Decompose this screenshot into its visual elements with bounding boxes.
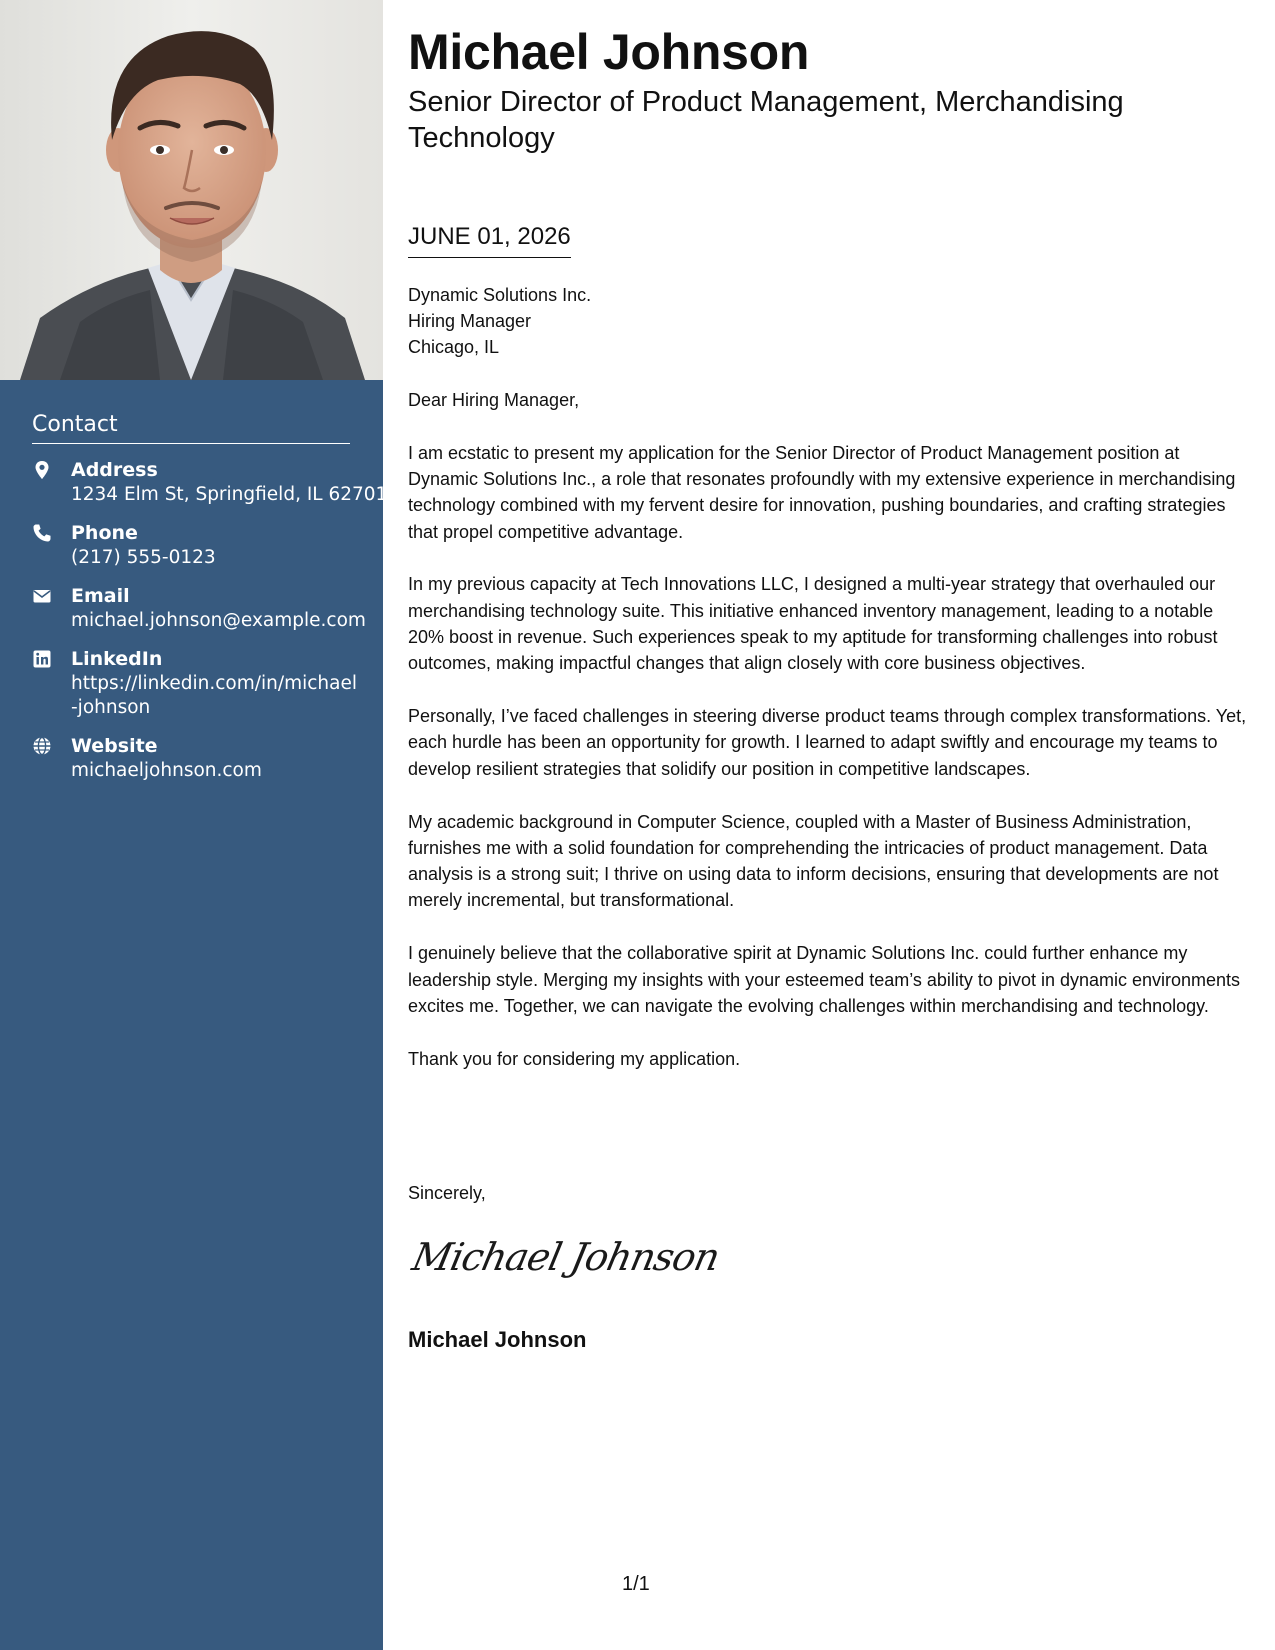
paragraph-2: In my previous capacity at Tech Innovations LLC, I designed a multi-year strategy that overhauled our merchandising technology suite. This initiative enhanced inventory management, leading to a notable 20% boost in revenue. Such experiences speak to my aptitude for transforming challenges into robust outcomes, making impactful changes that align closely with core business objectives.	[408, 574, 1218, 674]
paragraph-6: Thank you for considering my application.	[408, 1048, 741, 1069]
recipient-location: Chicago, IL	[408, 337, 500, 357]
website-value[interactable]: michaeljohnson.com	[71, 760, 262, 781]
email-label: Email	[71, 585, 130, 607]
linkedin-label: LinkedIn	[71, 648, 163, 670]
sidebar	[0, 0, 388, 1650]
recipient-role: Hiring Manager	[408, 311, 532, 331]
envelope-icon	[32, 586, 52, 606]
page-number: 1/1	[622, 1573, 650, 1595]
profile-photo	[0, 0, 383, 380]
signed-name: Michael Johnson	[408, 1327, 587, 1352]
linkedin-icon	[32, 649, 52, 669]
recipient-block	[408, 282, 591, 360]
globe-icon	[32, 736, 52, 756]
paragraph-5: I genuinely believe that the collaborative spirit at Dynamic Solutions Inc. could further enhance my leadership style. Merging my insights with your esteemed team’s ability to pivot in dynamic environments excites me. Together, we can navigate the evolving challenges within merchandising and technology.	[408, 943, 1241, 1016]
phone-value: (217) 555-0123	[71, 547, 216, 568]
applicant-job-title: Senior Director of Product Management, Merchandising Technology	[408, 86, 1124, 154]
handwritten-signature: Michael Johnson	[408, 1235, 724, 1279]
contact-section-title: Contact	[32, 412, 350, 444]
phone-icon	[32, 523, 52, 543]
closing: Sincerely,	[408, 1183, 486, 1203]
applicant-name: Michael Johnson	[408, 24, 810, 80]
salutation: Dear Hiring Manager,	[408, 390, 580, 410]
address-value: 1234 Elm St, Springfield, IL 62701	[71, 484, 388, 505]
letter-date: JUNE 01, 2026	[408, 222, 571, 258]
paragraph-1: I am ecstatic to present my application for the Senior Director of Product Management position at Dynamic Solutions Inc., a role that resonates profoundly with my extensive experience in merchandising technology combined with my fervent desire for innovation, pushing boundaries, and crafting strategies that propel competitive advantage.	[408, 442, 1236, 542]
email-value: michael.johnson@example.com	[71, 610, 366, 631]
website-label: Website	[71, 735, 158, 757]
paragraph-3: Personally, I’ve faced challenges in steering diverse product teams through complex transformations. Yet, each hurdle has been an opportunity for growth. I learned to adapt swiftly and encourage my teams to develop resilient strategies that solidify our position in competitive landscapes.	[408, 706, 1247, 779]
location-pin-icon	[32, 460, 52, 480]
recipient-company: Dynamic Solutions Inc.	[408, 285, 592, 305]
address-label: Address	[71, 459, 158, 481]
letter-body	[408, 387, 1248, 1098]
paragraph-4: My academic background in Computer Science, coupled with a Master of Business Administration, furnishes me with a solid foundation for comprehending the intricacies of product management. Data analysis is a strong suit; I thrive on using data to inform decisions, ensuring that developments are not merely incremental, but transformational.	[408, 811, 1219, 911]
linkedin-value[interactable]: https://linkedin.com/in/michael-johnson	[71, 673, 358, 718]
phone-label: Phone	[71, 522, 138, 544]
